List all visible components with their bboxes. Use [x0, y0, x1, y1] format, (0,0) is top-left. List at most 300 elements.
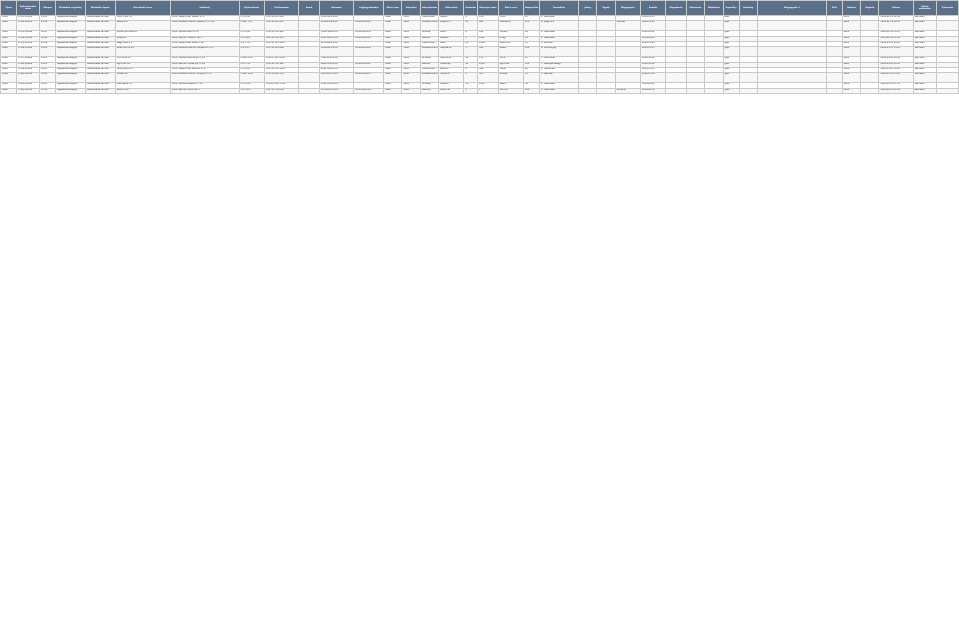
table-cell: 5440 Kunszentmárton Templom u. 2. [170, 73, 239, 83]
table-cell: 6 [464, 67, 478, 72]
table-cell: 0735/1/2009 [17, 41, 40, 46]
column-header[interactable]: Székhely [170, 1, 239, 16]
table-cell: 16-09-000123 [354, 21, 384, 31]
table-cell: H-P 7-15 [239, 41, 264, 46]
table-cell: 5430 [402, 16, 420, 21]
table-cell: Bejelentés alapján [56, 73, 86, 83]
table-cell: 23456789-2-16 [319, 21, 353, 31]
table-cell: Rendben [913, 36, 936, 41]
table-cell: 40 [524, 67, 540, 72]
table-cell: 1. Élelmiszer [540, 57, 579, 62]
table-cell: Üzlet [1, 83, 17, 88]
table-cell: Aktív [842, 47, 860, 57]
table-cell: Igen [723, 88, 739, 93]
table-row[interactable] [1, 88, 959, 93]
column-header[interactable]: Nyilvántartási szám [17, 1, 40, 16]
table-cell: 1 [464, 88, 478, 93]
table-cell: 2009.04.20 14:30 [879, 62, 913, 67]
table-cell [597, 73, 615, 83]
table-cell: 5430 [402, 67, 420, 72]
table-cell: 2009.03.01 [640, 41, 665, 46]
table-cell [826, 73, 842, 83]
table-cell [861, 21, 879, 31]
table-cell: 2009.01.12 09:30 [879, 21, 913, 31]
table-cell: Üzlet [384, 16, 402, 21]
column-header[interactable]: Üzlet címe [384, 1, 402, 16]
column-header[interactable]: Megjegyzés 2 [757, 1, 826, 16]
table-cell [757, 73, 826, 83]
column-header[interactable]: Hatóság [739, 1, 757, 16]
table-cell: Rendben [913, 83, 936, 88]
table-cell: Üzlet [1, 41, 17, 46]
column-header[interactable]: Irányítószám [420, 1, 438, 16]
table-cell: 5400 Mezőtúr Petőfi tér 1. [170, 88, 239, 93]
table-cell: Igen [723, 83, 739, 88]
table-cell: Üzlet [384, 31, 402, 36]
table-cell [826, 21, 842, 31]
table-cell: Holdi [498, 16, 523, 21]
table-cell: 01234567-2-16 [319, 73, 353, 83]
table-cell: 0734/1/2009 [17, 36, 40, 41]
table-cell: Kunszentmárton [420, 73, 438, 83]
column-header[interactable]: Közterület [439, 1, 464, 16]
table-cell: Bejelentés alapján [56, 57, 86, 62]
table-cell: Templom [439, 73, 464, 83]
column-header[interactable]: Ellenőrzés [686, 1, 704, 16]
table-cell: Péter bolt [498, 41, 523, 46]
column-header[interactable]: Dátum [879, 1, 913, 16]
table-cell: Rendben [913, 16, 936, 21]
table-cell: Üzletköteles termék [85, 47, 115, 57]
table-cell: 5 [464, 47, 478, 57]
column-header[interactable]: Működés típusa [85, 1, 115, 16]
table-cell: Igen [723, 31, 739, 36]
table-cell: 0736/1/2009 [17, 47, 40, 57]
table-cell: 34567890-2-16 [319, 31, 353, 36]
table-cell: Béke [439, 41, 464, 46]
table-cell: 60 [524, 31, 540, 36]
table-cell: 5420 [402, 57, 420, 62]
table-cell: 5420 Túrkeve Kossuth u. 30. [170, 83, 239, 88]
table-cell: 0742/1/2009 [17, 88, 40, 93]
table-cell: Rendben [913, 57, 936, 62]
table-cell: 0738/1/2009 [17, 62, 40, 67]
table-cell: Üzlet [1, 73, 17, 83]
table-cell: Túrkeve [420, 57, 438, 62]
table-cell: 2009.01.12 [640, 21, 665, 31]
table-cell: 2009.05.18 [640, 73, 665, 83]
column-header[interactable]: Jelleg [579, 1, 597, 16]
table-cell: Rendben [913, 88, 936, 93]
table-cell: 0739/1/2009 [17, 67, 40, 72]
table-cell: E.415 [39, 16, 55, 21]
table-cell: 6. Építőanyag [540, 47, 579, 57]
table-cell: +36 20 987 6543 [264, 57, 298, 62]
table-cell: 1 [478, 88, 499, 93]
column-header[interactable]: Üzlet neve [498, 1, 523, 16]
table-cell: 1544 [478, 41, 499, 46]
table-cell: Rendben [913, 21, 936, 31]
table-cell: Üzletköteles termék [85, 57, 115, 62]
table-cell: Üzlet [384, 36, 402, 41]
table-cell: 12345678-2-16 [319, 16, 353, 21]
column-header[interactable]: Kereskedő neve [115, 1, 170, 16]
table-cell [936, 73, 958, 83]
table-row[interactable] [1, 21, 959, 31]
table-cell: H-Szo 6-12 [239, 57, 264, 62]
table-row[interactable] [1, 73, 959, 83]
table-cell: 30 [524, 83, 540, 88]
table-cell: 0731/1/2009 [17, 16, 40, 21]
table-cell: 1. Élelmiszer [540, 36, 579, 41]
table-cell: Bejelentés alapján [56, 83, 86, 88]
table-cell: 5440 [402, 47, 420, 57]
table-cell: Rendben [913, 67, 936, 72]
table-cell: 56789012-1-16 [319, 41, 353, 46]
table-cell: +36 56 350 999 [264, 62, 298, 67]
column-header[interactable]: Kezdés [640, 1, 665, 16]
table-cell: 2009.02.02 [640, 31, 665, 36]
table-cell: 11223344-1-16 [319, 83, 353, 88]
table-cell: 1257 [478, 16, 499, 21]
column-header[interactable]: Email [299, 1, 320, 16]
table-cell: 612 [478, 31, 499, 36]
table-cell: Aktív [842, 21, 860, 31]
table-cell: 16-09-003456 [354, 47, 384, 57]
table-cell: H-P 8-18 [239, 67, 264, 72]
table-cell: Virág Kft. [115, 36, 170, 41]
table-cell [705, 47, 723, 57]
table-cell: +36 56 461 223 [264, 21, 298, 31]
table-cell [686, 73, 704, 83]
table-cell [757, 47, 826, 57]
table-cell: Bejelentés alapján [56, 62, 86, 67]
table-cell: Fehér János EV [115, 67, 170, 72]
table-cell [705, 21, 723, 31]
table-cell: Tóth Ilona EV [115, 57, 170, 62]
table-cell [597, 21, 615, 31]
table-cell: 7. Mezőgazdasági [540, 62, 579, 67]
table-cell: 3. Ruházat [540, 41, 579, 46]
table-cell [739, 47, 757, 57]
table-cell: 5430 Tiszaföldvár Szeleri u. 4. [170, 16, 239, 21]
table-cell: H-V 0-24 [239, 88, 264, 93]
table-cell: 12 [464, 21, 478, 31]
table-cell [705, 88, 723, 93]
table-cell: Igen [723, 36, 739, 41]
column-header[interactable]: Engedély [723, 1, 739, 16]
table-cell: 2009.06.01 07:50 [879, 83, 913, 88]
table-cell: Mezőtúr [420, 62, 438, 67]
table-cell: Üzlet [1, 21, 17, 31]
column-header[interactable]: Házszám [464, 1, 478, 16]
table-cell: Tiszaföldvár [420, 16, 438, 21]
table-cell: +36 56 351 000 [264, 88, 298, 93]
table-cell: 5400 [402, 62, 420, 67]
table-cell: Pannon [498, 88, 523, 93]
column-header[interactable]: Nyitvatartás [239, 1, 264, 16]
table-cell: 0741/1/2009 [17, 83, 40, 88]
table-cell: E.421 [39, 57, 55, 62]
table-cell [597, 88, 615, 93]
table-cell: 0737/1/2009 [17, 57, 40, 62]
table-cell: Bejelentés alapján [56, 88, 86, 93]
column-header[interactable]: Összesítő [936, 1, 958, 16]
table-cell: 8 [464, 31, 478, 36]
table-cell: Aktív [842, 67, 860, 72]
table-cell: 5440 [402, 73, 420, 83]
table-cell: 2009.02.10 11:40 [879, 36, 913, 41]
table-cell: H-Szo 7-17 [239, 21, 264, 31]
table-cell: Üzlet [384, 73, 402, 83]
table-cell: Aktív [842, 41, 860, 46]
table-cell: 14 [464, 57, 478, 62]
table-cell: 2009.01.05 [640, 16, 665, 21]
table-cell: Agro-Mix Kft. [115, 62, 170, 67]
table-cell: Kiss Gábor EV [115, 83, 170, 88]
table-cell: Nonstop [615, 88, 640, 93]
table-cell [739, 21, 757, 31]
column-header[interactable]: Alapterület [524, 1, 540, 16]
table-cell: Igen [723, 47, 739, 57]
column-header[interactable]: Rögzítő [861, 1, 879, 16]
table-cell: 410 [478, 47, 499, 57]
column-header[interactable]: Működési engedély [56, 1, 86, 16]
column-header[interactable]: Cégjegyzékszám [354, 1, 384, 16]
table-cell: +36 56 461 888 [264, 47, 298, 57]
table-cell: Üzlet [1, 67, 17, 72]
table-cell [861, 47, 879, 57]
table-cell: 2009.05.05 10:10 [879, 67, 913, 72]
column-header[interactable]: Telefonszám [264, 1, 298, 16]
table-cell: Mozaik Bt. [115, 73, 170, 83]
table-cell: Mezőtúr [420, 88, 438, 93]
table-cell: Üzletköteles termék [85, 73, 115, 83]
column-header[interactable]: Típus [1, 1, 17, 16]
table-cell: Bejelentés alapján [56, 47, 86, 57]
table-cell: 2009.04.02 [640, 57, 665, 62]
table-cell [686, 88, 704, 93]
table-cell: Kunszentmárton [420, 47, 438, 57]
table-cell: Rendben [913, 62, 936, 67]
table-cell: Igen [723, 16, 739, 21]
table-cell: Kiemelt [615, 21, 640, 31]
table-cell: +36 56 470 098 [264, 16, 298, 21]
table-cell: E.425 [39, 83, 55, 88]
table-cell [299, 73, 320, 83]
table-cell: Tiszaföldvár [420, 41, 438, 46]
table-cell: 2009.01.05 12:00 [879, 16, 913, 21]
table-cell: Bejelentés alapján [56, 67, 86, 72]
table-cell: 2009.06.12 [640, 88, 665, 93]
table-cell [826, 88, 842, 93]
table-cell: 2009.04.02 09:00 [879, 57, 913, 62]
table-cell [666, 21, 687, 31]
table-cell [666, 88, 687, 93]
table-cell: Aktív [842, 31, 860, 36]
table-cell: 2009.02.02 10:15 [879, 31, 913, 36]
column-header[interactable]: Megszűnés [666, 1, 687, 16]
table-cell: H-P 8-16 [239, 31, 264, 36]
table-cell: Üzletköteles termék [85, 31, 115, 36]
table-cell: Bejelentés alapján [56, 41, 86, 46]
table-cell: 2009.06.01 [640, 83, 665, 88]
table-cell [686, 21, 704, 31]
table-cell: 0732/1/2009 [17, 21, 40, 31]
table-cell: 1101 [478, 83, 499, 88]
table-cell: 45678901-2-16 [319, 36, 353, 41]
table-cell: 5430 Tiszaföldvár Béke u. 22. [170, 41, 239, 46]
table-cell: Igen [723, 21, 739, 31]
table-cell: 1. Élelmiszer [540, 88, 579, 93]
table-cell: 5. Ajándék [540, 73, 579, 83]
table-cell: Holdi Tibor EV [115, 16, 170, 21]
table-cell: Agro-Mix [498, 62, 523, 67]
table-cell [936, 21, 958, 31]
table-cell [739, 88, 757, 93]
column-header[interactable]: Egyéb [597, 1, 615, 16]
table-cell: H-V 6-20 [239, 36, 264, 41]
column-header[interactable]: Állapot [39, 1, 55, 16]
table-cell: E.422 [39, 62, 55, 67]
table-cell: H-P 6-18 [239, 16, 264, 21]
column-header[interactable]: Termékkör [540, 1, 579, 16]
table-cell: Üzlet [384, 62, 402, 67]
column-header[interactable]: Adószám [319, 1, 353, 16]
table-cell: 3 [464, 36, 478, 41]
table-cell: Üzletköteles termék [85, 41, 115, 46]
table-cell: 2009.04.20 [640, 62, 665, 67]
table-cell: 2 [464, 73, 478, 83]
table-cell: +36 30 555 1212 [264, 67, 298, 72]
column-header[interactable]: Kód [826, 1, 842, 16]
table-cell: 5400 [402, 88, 420, 93]
table-cell: 89012345-2-16 [319, 62, 353, 67]
table-cell: 78901234-1-16 [319, 57, 353, 62]
table-cell: 5400 [402, 36, 420, 41]
table-cell: Üzletköteles termék [85, 16, 115, 21]
table-cell: Kossuth [439, 36, 464, 41]
table-cell: 4 [464, 16, 478, 21]
table-cell: Üzlet [384, 88, 402, 93]
table-cell: Igen [723, 41, 739, 46]
header-row [1, 1, 959, 16]
table-cell: Szeleri [439, 16, 464, 21]
table-cell: 5400 Mezőtúr Kossuth tér 3. [170, 36, 239, 41]
table-cell [936, 88, 958, 93]
table-cell: 1. Élelmiszer [540, 16, 579, 21]
table-cell: 55 [524, 73, 540, 83]
table-cell: Mezőtúr [420, 36, 438, 41]
column-header[interactable]: Megjegyzés [615, 1, 640, 16]
table-cell: 5430 [402, 41, 420, 46]
table-cell: Aktív [842, 83, 860, 88]
table-row[interactable] [1, 47, 959, 57]
table-cell: Üzlet [1, 57, 17, 62]
table-cell: Rendben [913, 47, 936, 57]
column-header[interactable]: Település [402, 1, 420, 16]
table-cell: Nagy Péter EV [115, 41, 170, 46]
table-cell: 2009.03.15 13:05 [879, 47, 913, 57]
table-cell: 5440 Kunszentmárton Mátyás kir. u. 5. [170, 47, 239, 57]
table-cell: 998 [478, 67, 499, 72]
table-cell: Szabó [498, 47, 523, 57]
table-cell: 305 [478, 73, 499, 83]
table-cell: E.423 [39, 67, 55, 72]
table-cell: Kossuth L. [439, 21, 464, 31]
table-cell [579, 88, 597, 93]
table-cell: Mozaik [498, 73, 523, 83]
table-cell: Túrkeve [420, 31, 438, 36]
table-cell: 5420 [402, 31, 420, 36]
table-cell: 120 [524, 21, 540, 31]
table-cell: H-P 6-14 [239, 83, 264, 88]
table-cell [579, 21, 597, 31]
table-cell: 90123456-1-16 [319, 67, 353, 72]
table-cell: 150 [524, 47, 540, 57]
table-cell: 733 [478, 57, 499, 62]
column-header[interactable]: Státusz [842, 1, 860, 16]
table-cell: Üzlet [1, 88, 17, 93]
table-cell: Petőfi [439, 31, 464, 36]
table-cell: 200 [524, 88, 540, 93]
table-cell [826, 47, 842, 57]
table-cell [861, 73, 879, 83]
table-cell: Fehér [498, 67, 523, 72]
table-cell: Kovács és Társa Bt. [115, 31, 170, 36]
table-cell: 5420 [402, 83, 420, 88]
table-cell: Aktív [842, 16, 860, 21]
table-cell: 5420 Túrkeve Széchenyi u. 14. [170, 57, 239, 62]
table-cell [861, 88, 879, 93]
table-cell: Üzlet [1, 62, 17, 67]
table-cell: 2009.05.05 [640, 67, 665, 72]
table-cell: 2009.06.12 12:00 [879, 88, 913, 93]
table-cell: +36 56 361 440 [264, 31, 298, 36]
table-cell: Gazdabolt [498, 21, 523, 31]
table-cell: 2009.02.10 [640, 36, 665, 41]
table-cell: Szabó és Fia Kft. [115, 47, 170, 57]
table-cell: 2210 [478, 62, 499, 67]
table-cell: Igen [723, 62, 739, 67]
table-cell: H-P 7-16 [239, 62, 264, 67]
column-header[interactable]: Módosítás [705, 1, 723, 16]
table-cell: Kovács [498, 31, 523, 36]
table-cell [615, 73, 640, 83]
column-header[interactable]: Helyrajzi szám [478, 1, 499, 16]
table-cell: 0740/1/2009 [17, 73, 40, 83]
table-cell: 22 [464, 41, 478, 46]
table-cell: Aktív [842, 88, 860, 93]
table-cell: Igen [723, 67, 739, 72]
table-cell: 80 [524, 36, 540, 41]
table-cell: Üzlet [1, 36, 17, 41]
table-cell: H-P 8-17 [239, 47, 264, 57]
table-cell: 2009.03.01 08:20 [879, 41, 913, 46]
table-cell: Üzlet [1, 47, 17, 57]
table-cell [299, 47, 320, 57]
table-cell: 300 [524, 62, 540, 67]
table-cell: 5400 Mezőtúr Dózsa Gy. u. 40. [170, 62, 239, 67]
table-cell: Petőfi tér [439, 88, 464, 93]
table-cell: Rákóczi [439, 67, 464, 72]
table-cell: Üzletköteles termék [85, 67, 115, 72]
column-header[interactable]: Utolsó módosítás [913, 1, 936, 16]
table-cell: Gábor [498, 83, 523, 88]
table-cell: 40 [464, 62, 478, 67]
table-cell: 2009.05.18 15:45 [879, 73, 913, 83]
table-cell: Bejelentés alapján [56, 36, 86, 41]
